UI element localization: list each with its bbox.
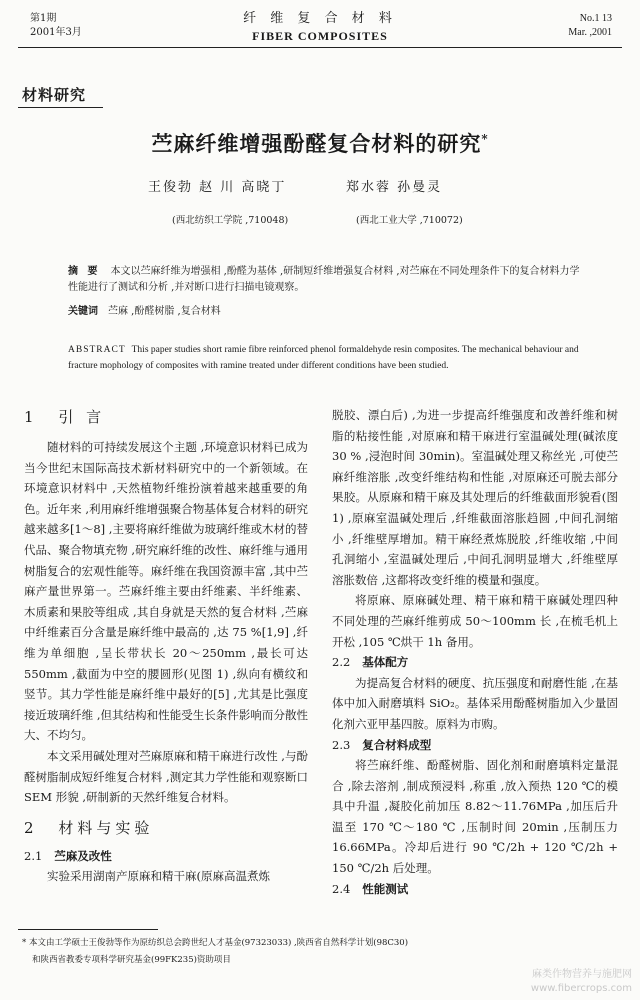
intro-paragraph-2: 本文采用碱处理对苎麻原麻和精干麻进行改性 ,与酚醛树脂制成短纤维复合材料 ,测定其力学性能和观察断口 SEM 形貌 ,研制新的天然纤维复合材料。 xyxy=(24,748,308,805)
abstract-en xyxy=(68,342,588,374)
keywords-label: 关键词 xyxy=(68,306,98,317)
subsection-2-3-number: 2.3 xyxy=(332,737,351,752)
subsection-2-1-number: 2.1 xyxy=(24,848,43,863)
affiliation-2: (西北工业大学 ,710072) xyxy=(356,215,463,226)
issue-number: 第1期 xyxy=(30,13,57,24)
section-1-heading xyxy=(24,405,308,429)
molding-paragraph: 将苎麻纤维、酚醛树脂、固化剂和耐磨填料定量混合 ,除去溶剂 ,制成预浸料 ,称重 ,放入预热 120 ℃的模具中升温 ,凝胶化前加压 8.82～11.76MPa ,加压后升温至 170 ℃～180 ℃ ,压制时间 20min ,压制压力 16.66MPa。冷却后进行 90 ℃/2h + 120 ℃/2h + 150 ℃/2h 后处理。 xyxy=(332,758,618,876)
journal-title-cn: 纤 维 复 合 材 料 xyxy=(243,11,397,26)
affiliation-1: (西北纺织工学院 ,710048) xyxy=(172,215,289,226)
fiber-prep-paragraph: 将原麻、原麻碱处理、精干麻和精干麻碱处理四种不同处理的苎麻纤维剪成 50～100mm 长 ,在梳毛机上开松 ,105 ℃烘干 1h 备用。 xyxy=(332,593,618,649)
issue-date: 2001年3月 xyxy=(30,27,82,38)
abstract-cn-label: 摘 要 xyxy=(68,266,101,277)
subsection-2-1-heading xyxy=(24,846,308,867)
intro-paragraph-1: 随材料的可持续发展这个主题 ,环境意识材料已成为当今世纪末国际高技术新材料研究中的一个新领域。在环境意识材料中 ,天然植物纤维扮演着越来越重要的角色。近年来 ,利用麻纤维增强聚合物基体复合材料的研究越来越多[1～8] ,主要将麻纤维做为玻璃纤维或木材的替代品、聚合物填充物 ,研究麻纤维的改性、麻纤维与通用树脂复合的宏观性能等。麻纤维在我国资源丰富 ,其中苎麻产量世界第一。苎麻纤维主要由纤维素、半纤维素、木质素和果胶等组成 ,其自身就是天然的复合材料 ,苎麻中纤维素百分含量是麻纤维中最高的 ,达 75 %[1,9] ,纤维为单细胞 ,呈长带状长 20～250mm ,最长可达 550mm ,截面为中空的腰圆形(见图 1) ,纵向有横纹和竖节。其力学性能是麻纤维中最好的[5] ,尤其是比强度接近玻璃纤维 ,但其结构和性能受生长条件影响而分散性大、不均匀。 xyxy=(24,440,308,743)
subsection-2-4-number: 2.4 xyxy=(332,881,351,896)
subsection-2-2-number: 2.2 xyxy=(332,655,351,670)
site-watermark xyxy=(531,968,632,996)
authors-group-1: 王俊勃 赵 川 高晓丁 xyxy=(148,180,287,195)
issue-page: No.1 13 xyxy=(579,13,612,24)
footnote-line-2: 和陕西省教委专项科学研究基金(99FK235)资助项目 xyxy=(32,955,231,965)
section-2-heading xyxy=(24,816,308,840)
footnote-rule xyxy=(18,929,158,930)
watermark-line-1: 麻类作物营养与施肥网 xyxy=(532,969,632,980)
matrix-paragraph: 为提高复合材料的硬度、抗压强度和耐磨性能 ,在基体中加入耐磨填料 SiO₂。基体采用酚醛树脂加入少量固化剂六亚甲基四胺。原料为市购。 xyxy=(332,675,618,731)
section-tag-rule xyxy=(18,107,103,108)
journal-title-en: FIBER COMPOSITES xyxy=(252,29,388,43)
abstract-cn-text: 本文以苎麻纤维为增强相 ,酚醛为基体 ,研制短纤维增强复合材料 ,对苎麻在不同处理条件下的复合材料力学性能进行了测试和分析 ,并对断口进行扫描电镜观察。 xyxy=(68,266,580,293)
title-footnote-mark: * xyxy=(481,132,489,146)
authors-group-2: 郑水蓉 孙曼灵 xyxy=(346,180,443,195)
abstract-en-label: ABSTRACT xyxy=(68,345,126,355)
abstract-en-text: This paper studies short ramie fibre reinforced phenol formaldehyde resin composites. The mechanical behaviour and fracture mophology of composites with ramine treated under different conditions have been studied. xyxy=(68,345,579,371)
right-column xyxy=(332,405,618,899)
footnote xyxy=(22,935,622,969)
section-1-number: 1 xyxy=(24,408,38,426)
footnote-line-1: * 本文由工学硕士王俊勃等作为原纺织总会跨世纪人才基金(97323033) ,陕西省自然科学计划(98C30) xyxy=(22,938,409,948)
header-rule xyxy=(18,47,622,48)
section-tag: 材料研究 xyxy=(22,86,87,104)
left-column xyxy=(24,405,308,887)
section-2-number: 2 xyxy=(24,818,38,837)
watermark-line-2: www.fibercrops.com xyxy=(530,983,632,994)
keywords xyxy=(68,302,588,317)
section-1-title: 引 言 xyxy=(58,408,106,426)
treatment-paragraph: 脱胶、漂白后) ,为进一步提高纤维强度和改善纤维和树脂的粘接性能 ,对原麻和精干麻进行室温碱处理(碱浓度 30 % ,浸泡时间 30min)。室温碱处理又称丝光 ,可使苎麻纤维溶胀 ,改变纤维结构和性能 ,对原麻还可脱去部分果胶。从原麻和精干麻及其处理后的纤维截面形貌看(图 1) ,原麻室温碱处理后 ,纤维截面溶胀趋圆 ,中间孔洞缩小 ,纤维壁厚增加。精干麻经煮炼脱胶 ,纤维收缩 ,中间孔洞缩小 ,室温碱处理后 ,中间孔洞明显增大 ,纤维壁厚溶胀数倍 ,这都将改变纤维的模量和强度。 xyxy=(332,408,618,587)
subsection-2-2-title: 基体配方 xyxy=(362,655,409,670)
paper-title xyxy=(0,128,640,158)
section-2-title: 材料与实验 xyxy=(58,818,154,837)
subsection-2-1-title: 苎麻及改性 xyxy=(54,848,112,863)
journal-title xyxy=(200,10,440,44)
abstract-cn xyxy=(68,264,588,296)
materials-paragraph: 实验采用湖南产原麻和精干麻(原麻高温煮炼 xyxy=(47,869,270,884)
subsection-2-3-heading xyxy=(332,735,618,756)
subsection-2-3-title: 复合材料成型 xyxy=(362,737,432,752)
subsection-2-4-heading xyxy=(332,879,618,900)
header-left xyxy=(30,12,82,40)
keywords-text: 苎麻 ,酚醛树脂 ,复合材料 xyxy=(108,306,221,317)
subsection-2-2-heading xyxy=(332,652,618,673)
subsection-2-4-title: 性能测试 xyxy=(362,881,409,896)
header-right xyxy=(568,12,612,40)
issue-date-en: Mar. ,2001 xyxy=(568,27,612,38)
paper-title-text: 苎麻纤维增强酚醛复合材料的研究 xyxy=(151,131,482,156)
